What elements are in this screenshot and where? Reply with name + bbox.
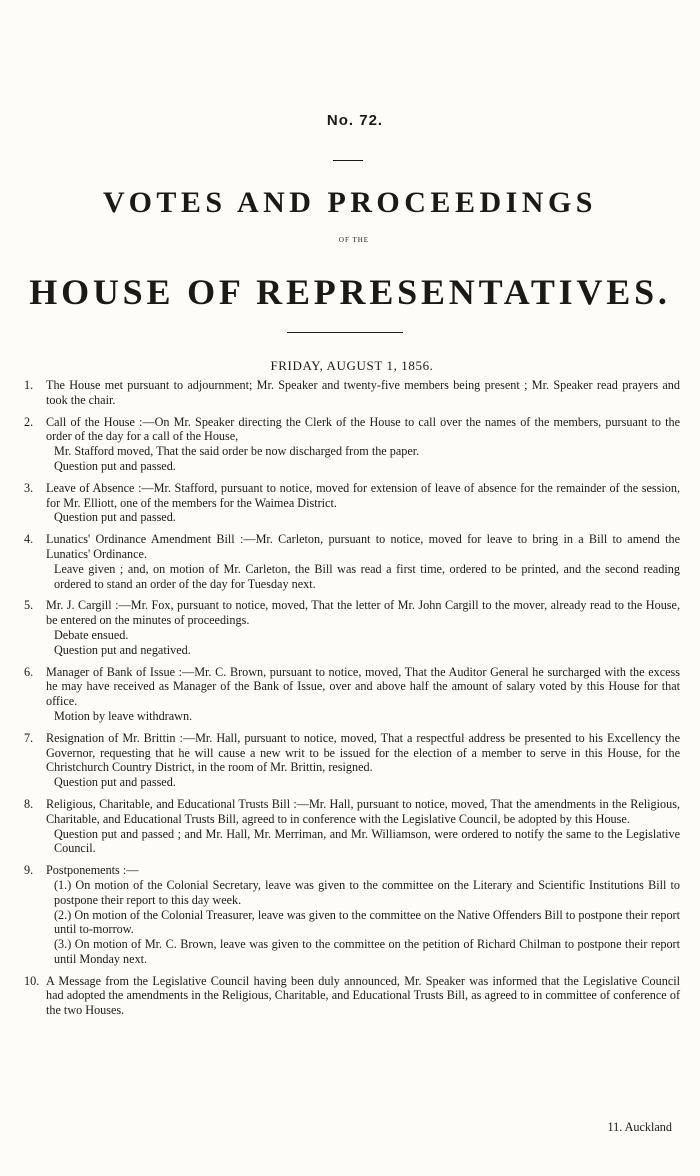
proceeding-item-6 (24, 665, 680, 724)
item-text: (3.) On motion of Mr. C. Brown, leave was given to the committee on the petition of Richard Chilman to postpone their report until Monday next. (54, 937, 680, 966)
item-text: Question put and passed. (54, 458, 176, 473)
proceeding-item-3 (24, 481, 680, 525)
item-text: Leave given ; and, on motion of Mr. Carleton, the Bill was read a first time, ordered to be printed, and the second reading ordered to stand an order of the day for Tuesday next. (54, 561, 680, 591)
item-text: Resignation of Mr. Brittin :—Mr. Hall, pursuant to notice, moved, That a respectful address be presented to his Excellency the Governor, requesting that he will cause a new writ to be issued for the election of a member to serve in this House, for the Christchurch Country District, in the room of Mr. Brittin, resigned. (46, 730, 680, 775)
item-number: 10. (24, 973, 40, 988)
proceeding-item-5 (24, 598, 680, 657)
item-text: Call of the House :—On Mr. Speaker directing the Clerk of the House to call over the names of the members, pursuant to the order of the day for a call of the House, (46, 414, 680, 444)
proceeding-item-2 (24, 415, 680, 474)
item-text: Debate ensued. (54, 627, 129, 642)
item-number: 6. (24, 664, 34, 679)
proceeding-item-8 (24, 797, 680, 856)
title-votes-and-proceedings: VOTES AND PROCEEDINGS (103, 186, 597, 219)
item-number: 8. (24, 796, 34, 811)
item-text: A Message from the Legislative Council having been duly announced, Mr. Speaker was informed that the Legislative Council had adopted the amendments in the Religious, Charitable, and Educational Trusts Bill, as agreed to in committee of conference of the two Houses. (46, 973, 680, 1018)
document-number: No. 72. (326, 112, 384, 129)
item-text: Question put and passed. (54, 510, 176, 525)
item-number: 3. (24, 480, 34, 495)
title-house-of-representatives: HOUSE OF REPRESENTATIVES. (29, 272, 671, 312)
item-number: 5. (24, 598, 34, 613)
title-of-the: OF THE (338, 236, 370, 244)
item-text: Mr. J. Cargill :—Mr. Fox, pursuant to notice, moved, That the letter of Mr. John Cargill to the mover, already read to the House, be entered on the minutes of proceedings. (46, 598, 680, 628)
divider-long (287, 332, 403, 333)
item-number: 4. (24, 532, 34, 547)
item-text: Leave of Absence :—Mr. Stafford, pursuant to notice, moved for extension of leave of absence for the remainder of the session, for Mr. Elliott, one of the members for the Waimea District. (46, 480, 680, 510)
item-text: Question put and passed. (54, 775, 176, 790)
item-text: Mr. Stafford moved, That the said order be now discharged from the paper. (54, 444, 420, 459)
proceeding-item-10 (24, 974, 680, 1018)
proceeding-item-9 (24, 863, 680, 967)
divider-short (333, 160, 363, 161)
catchword: 11. Auckland (607, 1120, 672, 1134)
item-text: Postponements :— (46, 863, 139, 878)
proceedings-list (24, 378, 680, 1025)
item-text: Motion by leave withdrawn. (54, 708, 193, 723)
item-text: Question put and negatived. (54, 642, 191, 657)
item-text: The House met pursuant to adjournment; Mr. Speaker and twenty-five members being present ; Mr. Speaker read prayers and took the chair. (46, 378, 680, 407)
item-number: 7. (24, 730, 34, 745)
proceeding-item-7 (24, 731, 680, 790)
proceeding-item-4 (24, 532, 680, 591)
item-text: Religious, Charitable, and Educational Trusts Bill :—Mr. Hall, pursuant to notice, moved, That the amendments in the Religious, Charitable, and Educational Trusts Bill, agreed to in conference with the Legislative Council, be adopted by this House. (46, 796, 680, 826)
item-number: 1. (24, 378, 34, 392)
sitting-date: FRIDAY, AUGUST 1, 1856. (270, 358, 434, 373)
item-text: Lunatics' Ordinance Amendment Bill :—Mr. Carleton, pursuant to notice, moved for leave to bring in a Bill to amend the Lunatics' Ordinance. (46, 532, 680, 561)
proceeding-item-1 (24, 378, 680, 408)
item-text: (1.) On motion of the Colonial Secretary, leave was given to the committee on the Literary and Scientific Institutions Bill to postpone their report to this day week. (54, 877, 680, 907)
item-text: Manager of Bank of Issue :—Mr. C. Brown, pursuant to notice, moved, That the Auditor General he surcharged with the excess he may have received as Manager of the Bank of Issue, over and above half the amount of salary voted by this House for that office. (46, 664, 680, 709)
item-text: (2.) On motion of the Colonial Treasurer, leave was given to the committee on the Native Offenders Bill to postpone their report until to-morrow. (54, 907, 680, 937)
item-number: 2. (24, 414, 34, 429)
item-number: 9. (24, 863, 34, 878)
item-text: Question put and passed ; and Mr. Hall, Mr. Merriman, and Mr. Williamson, were ordered to notify the same to the Legislative Council. (54, 826, 680, 856)
